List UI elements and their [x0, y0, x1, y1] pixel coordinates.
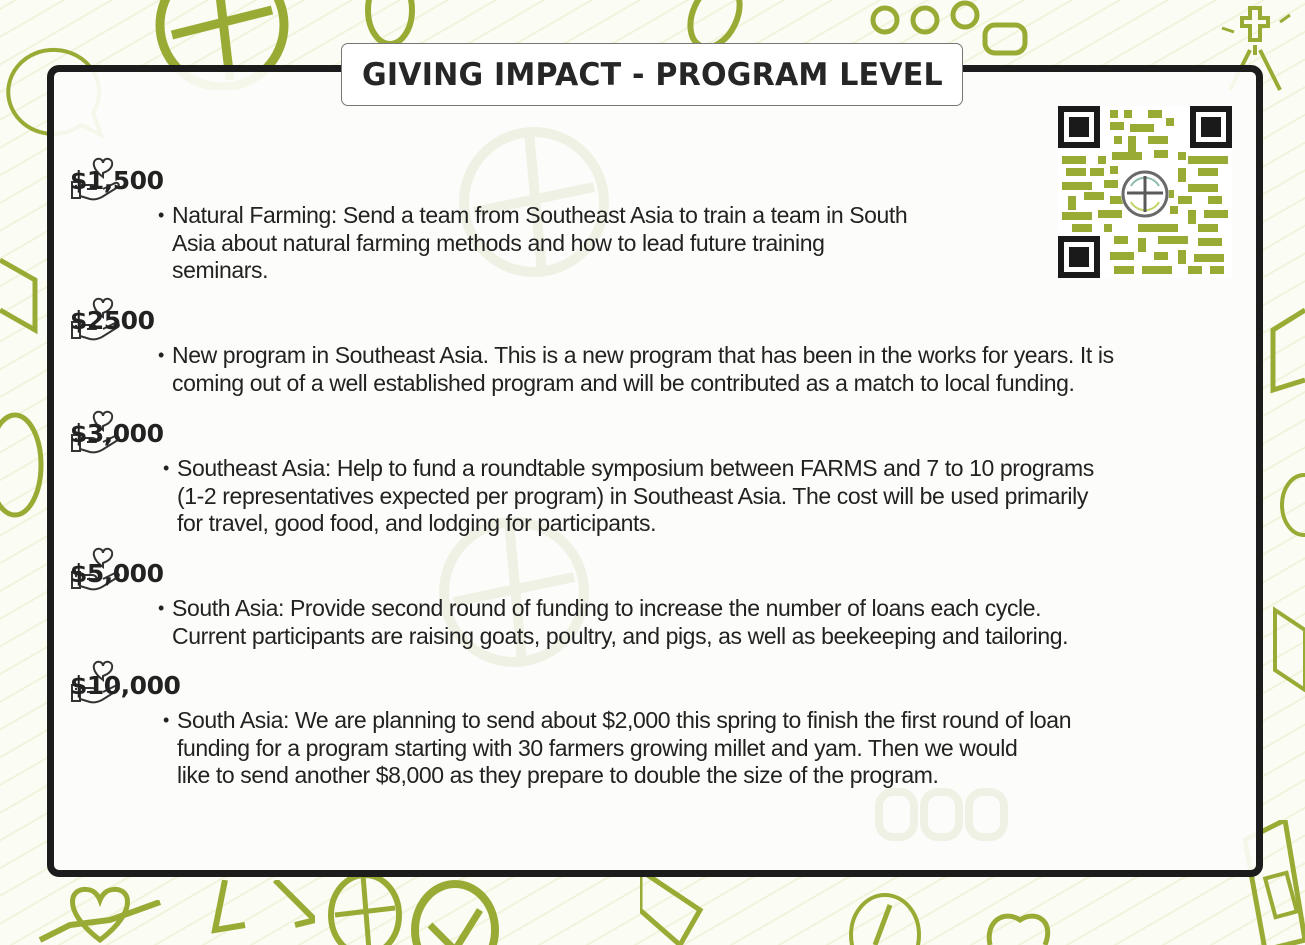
- coffee-bean-icon: [1268, 470, 1305, 540]
- bullet-icon: •: [158, 205, 164, 225]
- tier-description: • South Asia: Provide second round of funding to increase the number of loans each cycle. Current participants are raising goats, poultry, and pigs, as well as beekeeping and tailoring.: [158, 595, 1069, 649]
- tier-description: • South Asia: We are planning to send about $2,000 this spring to finish the first round of loan funding for a program starting with 30 farmers growing millet and yam. Then we would like to send another $8,000 as they prepare to double the size of the program.: [163, 707, 1072, 788]
- coffee-bean-icon: [680, 0, 750, 45]
- tier-amount: $5,000: [70, 559, 164, 588]
- bullet-icon: •: [163, 458, 169, 478]
- pencil-circle-icon: [845, 890, 925, 945]
- bullet-icon: •: [158, 345, 164, 365]
- bullet-icon: •: [158, 598, 164, 618]
- cheese-icon: [1265, 600, 1305, 700]
- coffee-bean-icon: [360, 0, 420, 45]
- tier-description: • Natural Farming: Send a team from Southeast Asia to train a team in South Asia about natural farming methods and how to lead future training seminars.: [158, 202, 908, 283]
- price-tag-icon: [640, 870, 720, 945]
- box-icon: [0, 240, 40, 340]
- tier-amount: $3,000: [70, 419, 164, 448]
- farmer-icon: [205, 880, 315, 945]
- tier-description: • New program in Southeast Asia. This is a new program that has been in the works for years. It is coming out of a well established program and will be contributed as a match to local funding.: [158, 342, 1114, 396]
- tier-amount: $10,000: [70, 671, 181, 700]
- qr-code[interactable]: [1058, 106, 1232, 278]
- logo-emblem-icon: [325, 870, 405, 945]
- heart-icon: [980, 905, 1060, 945]
- page-title: GIVING IMPACT - PROGRAM LEVEL: [361, 56, 943, 93]
- tier-amount: $2500: [70, 306, 155, 335]
- bullet-icon: •: [163, 710, 169, 730]
- tier-amount: $1,500: [70, 166, 164, 195]
- title-banner: [341, 43, 963, 106]
- cross-circle-logo-icon: [1121, 170, 1169, 218]
- bag-icon: [1268, 300, 1305, 400]
- tier-description: • Southeast Asia: Help to fund a roundtable symposium between FARMS and 7 to 10 programs (1-2 representatives expected per program) in Southeast Asia. The cost will be used primarily for travel, good food, and lodging for participants.: [163, 455, 1094, 536]
- logo-emblem-icon: [410, 880, 500, 945]
- hand-icon: [30, 900, 170, 945]
